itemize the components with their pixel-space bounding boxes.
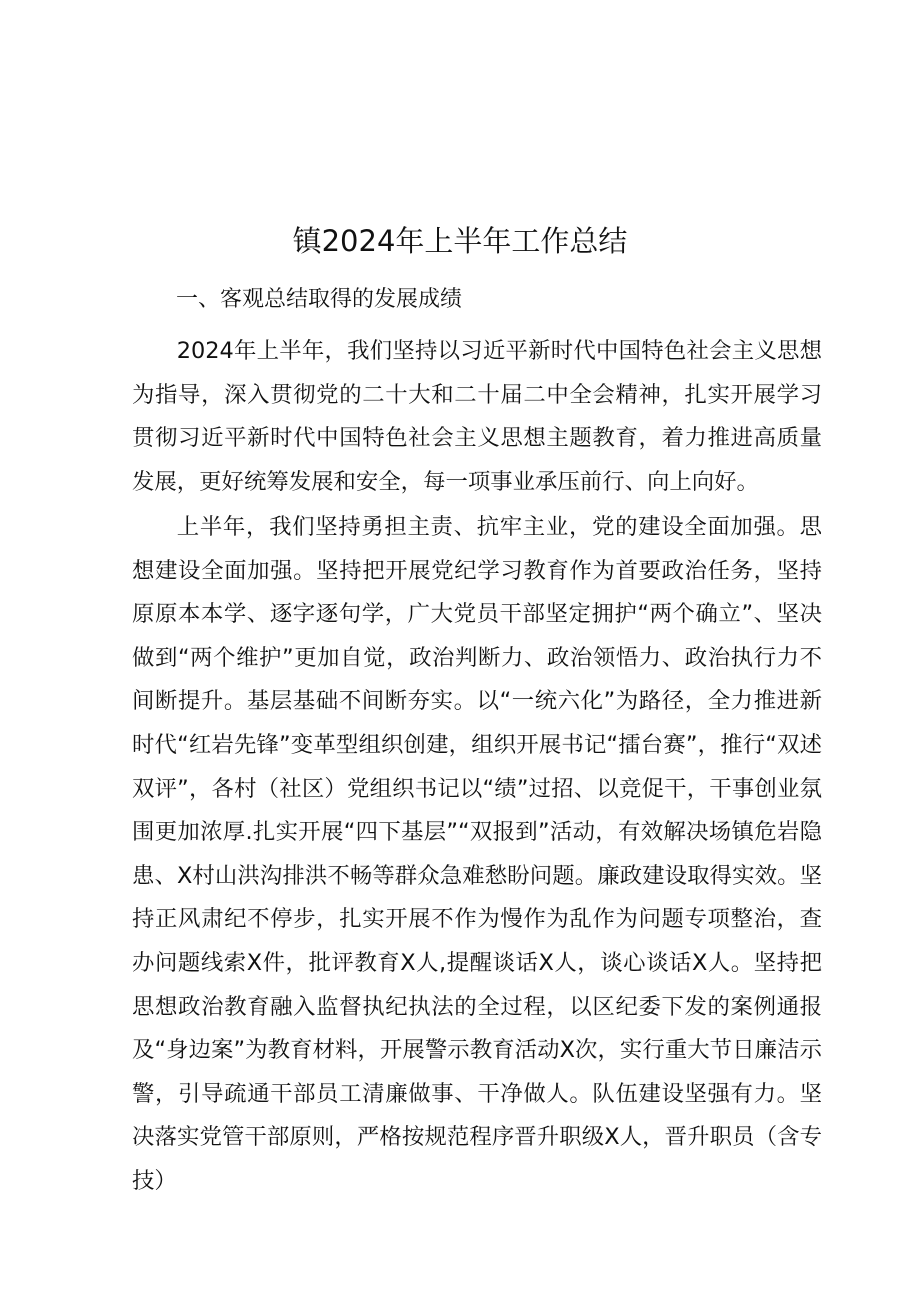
body-paragraph-1: 2024年上半年，我们坚持以习近平新时代中国特色社会主义思想为指导，深入贯彻党的二十大和二十届二中全会精神，扎实开展学习贯彻习近平新时代中国特色社会主义思想主题教育，着力推进高质量发展，更好统筹发展和安全，每一项事业承压前行、向上向好。 [132, 338, 822, 495]
section-heading: 一、客观总结取得的发展成绩 [176, 287, 463, 312]
body-paragraph-2: 上半年，我们坚持勇担主责、抗牢主业，党的建设全面加强。思想建设全面加强。坚持把开展党纪学习教育作为首要政治任务，坚持原原本本学、逐字逐句学，广大党员干部坚定拥护“两个确立”、坚决做到“两个维护”更加自觉，政治判断力、政治领悟力、政治执行力不间断提升。基层基础不间断夯实。以“一统六化”为路径，全力推进新时代“红岩先锋”变革型组织创建，组织开展书记“擂台赛”，推行“双述双评”，各村（社区）党组织书记以“绩”过招、以竞促干，干事创业氛围更加浓厚.扎实开展“四下基层”“双报到”活动，有效解决场镇危岩隐患、X村山洪沟排洪不畅等群众急难愁盼问题。廉政建设取得实效。坚持正风肃纪不停步，扎实开展不作为慢作为乱作为问题专项整治，查办问题线索X件，批评教育X人,提醒谈话X人，谈心谈话X人。坚持把思想政治教育融入监督执纪执法的全过程，以区纪委下发的案例通报及“身边案”为教育材料，开展警示教育活动X次，实行重大节日廉洁示警，引导疏通干部员工清廉做事、干净做人。队伍建设坚强有力。坚决落实党管干部原则，严格按规范程序晋升职级X人，晋升职员（含专技） [132, 514, 822, 1194]
document-title: 镇2024年上半年工作总结 [292, 224, 628, 258]
